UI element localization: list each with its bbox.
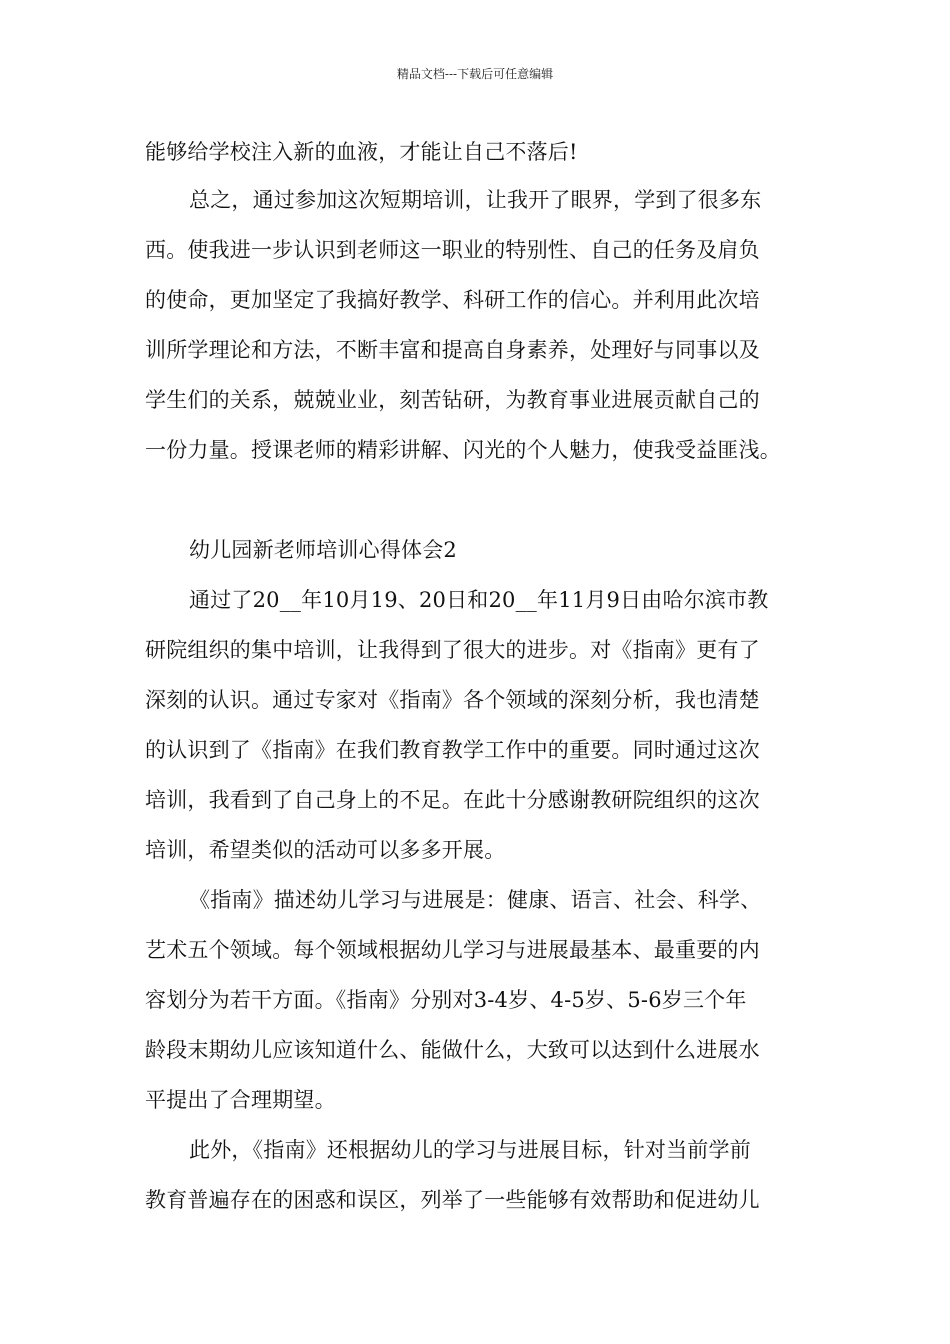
paragraph-line: 的使命，更加坚定了我搞好教学、科研工作的信心。并利用此次培 [145,288,760,312]
paragraph-line: 教育普遍存在的困惑和误区，列举了一些能够有效帮助和促进幼儿 [145,1188,760,1212]
paragraph-line: 总之，通过参加这次短期培训，让我开了眼界，学到了很多东 [189,188,762,212]
paragraph-line: 学生们的关系，兢兢业业，刻苦钻研，为教育事业进展贡献自己的 [145,388,760,412]
paragraph-line: 培训，希望类似的活动可以多多开展。 [145,838,506,862]
page-header: 精品文档---下载后可任意编辑 [396,67,554,81]
paragraph-line: 通过了20__年10月19、20日和20__年11月9日由哈尔滨市教 [189,588,769,612]
paragraph-line: 平提出了合理期望。 [145,1088,336,1112]
paragraph-line: 此外，《指南》还根据幼儿的学习与进展目标，针对当前学前 [189,1138,751,1162]
paragraph-line: 龄段末期幼儿应该知道什么、能做什么，大致可以达到什么进展水 [145,1038,760,1062]
paragraph-line: 《指南》描述幼儿学习与进展是：健康、语言、社会、科学、 [189,888,762,912]
paragraph-line: 艺术五个领域。每个领域根据幼儿学习与进展最基本、最重要的内 [145,938,760,962]
paragraph-line: 深刻的认识。通过专家对《指南》各个领域的深刻分析，我也清楚 [145,688,760,712]
paragraph-line: 西。使我进一步认识到老师这一职业的特别性、自己的任务及肩负 [145,238,760,262]
paragraph-line: 的认识到了《指南》在我们教育教学工作中的重要。同时通过这次 [145,738,760,762]
paragraph-line: 能够给学校注入新的血液，才能让自己不落后! [145,140,578,164]
paragraph-line: 研院组织的集中培训，让我得到了很大的进步。对《指南》更有了 [145,638,760,662]
paragraph-line: 一份力量。授课老师的精彩讲解、闪光的个人魅力，使我受益匪浅。 [145,438,781,462]
paragraph-line: 训所学理论和方法，不断丰富和提高自身素养，处理好与同事以及 [145,338,760,362]
section-title: 幼儿园新老师培训心得体会2 [189,538,457,562]
paragraph-line: 容划分为若干方面。《指南》分别对3-4岁、4-5岁、5-6岁三个年 [145,988,747,1012]
paragraph-line: 培训，我看到了自己身上的不足。在此十分感谢教研院组织的这次 [145,788,760,812]
